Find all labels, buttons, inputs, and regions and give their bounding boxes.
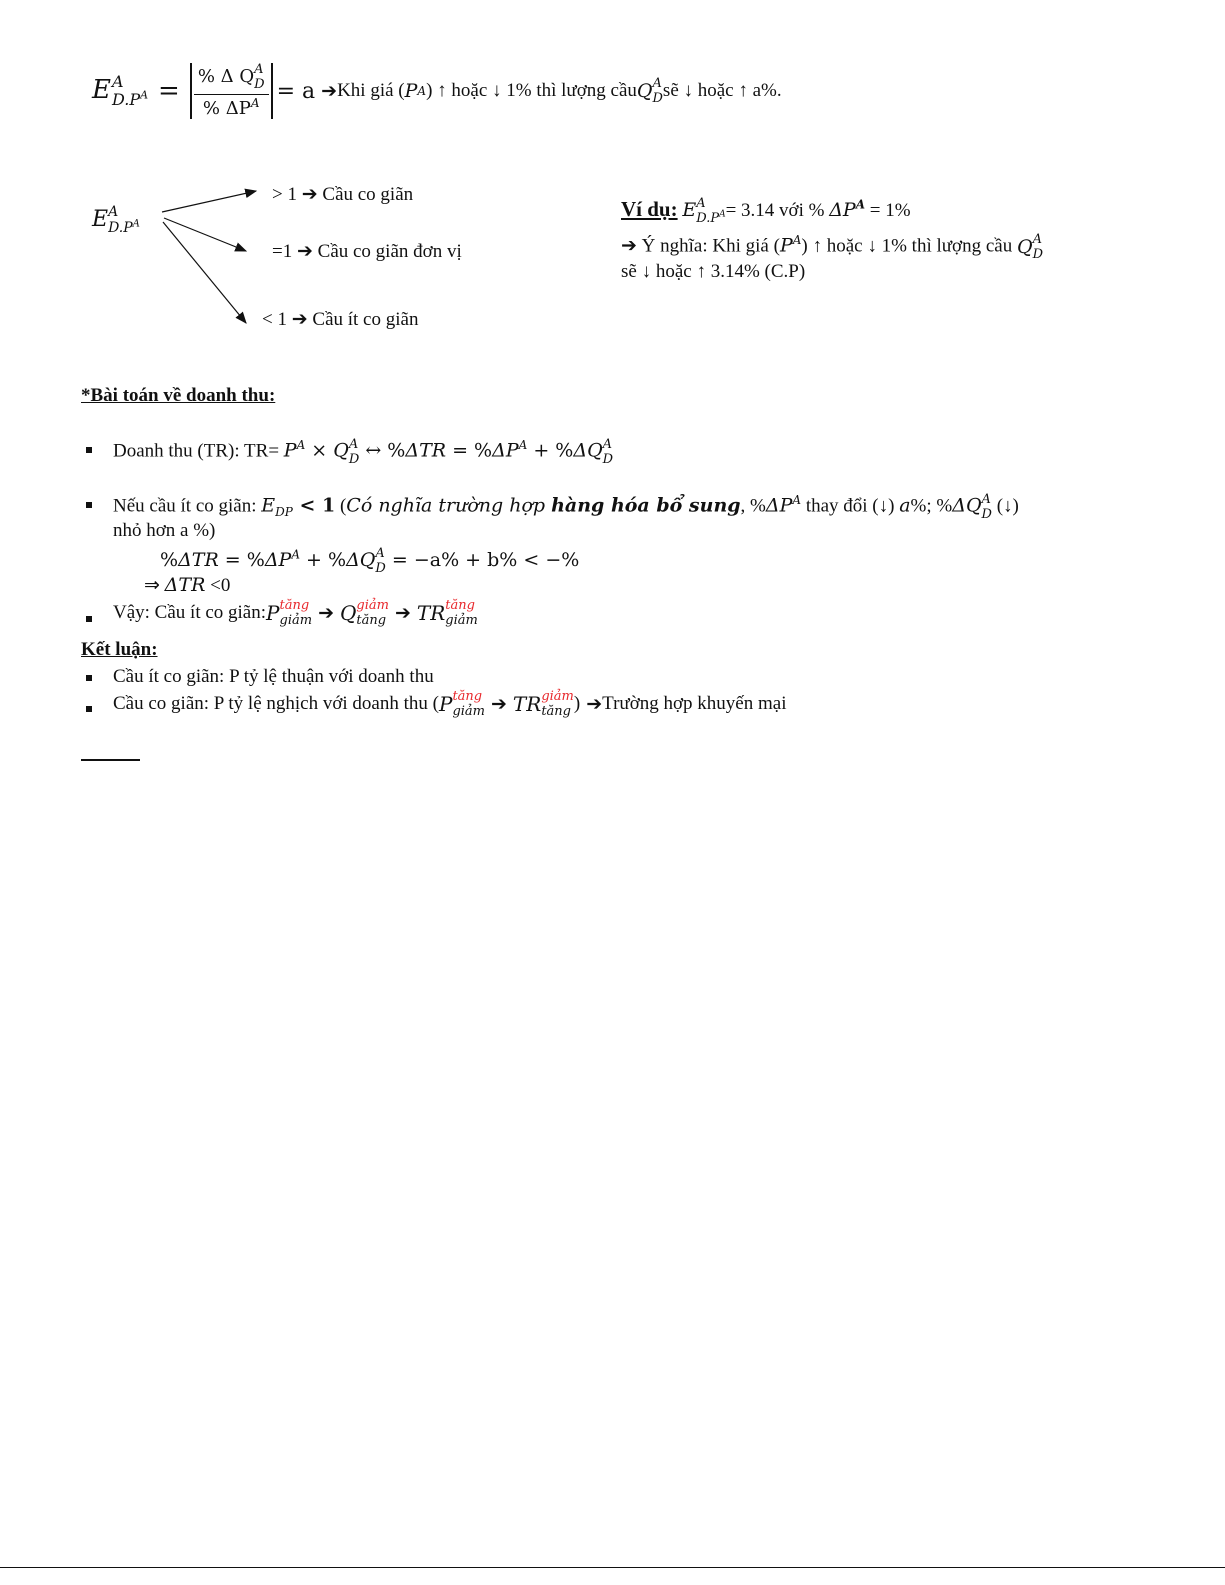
tree-arrow-2 [164,218,246,251]
tree-branch-2: =1 ➔ Cầu co giãn đơn vị [272,241,462,262]
arrow-icon: ➔ [394,602,411,624]
example-line-2: ➔ Ý nghĩa: Khi giá $(P^A)$ ↑ hoặc ↓ 1% thì lượng cầu Q A D [621,232,1043,262]
arrow-icon: ➔ [301,184,318,205]
conclusion-item-1: Cầu ít co giãn: P tỷ lệ thuận với doanh thu [113,666,434,687]
bullet-icon [86,616,92,622]
arrow-icon: ➔ [296,241,313,262]
elasticity-formula: E A $D.P^A$ = % Δ Q A D % $\Delta P^A$ = a ➔ Khi giá ( P A ) ↑ hoặc ↓ 1% thì lượng cầu Q A D sẽ ↓ hoặc ↑ a%. [92,62,782,119]
formula-abs-fraction: % Δ Q A D % $\Delta P^A$ [190,63,273,119]
footnote-separator [81,759,140,761]
tree-arrow-1 [162,191,256,212]
tree-arrow-3 [163,222,246,323]
arrow-icon: ➔ [321,80,338,102]
bullet-icon [86,502,92,508]
arrow-icon: ➔ [491,693,507,715]
arrow-icon: ➔ [586,693,603,715]
revenue-bullet-2-cont: nhỏ hơn a %) [113,520,216,541]
page-bottom-rule [0,1567,1225,1568]
tree-arrows [0,0,1225,400]
example-line-3: sẽ ↓ hoặc ↑ 3.14% (C.P) [621,261,806,282]
formula-rhs: = a [276,78,316,104]
conclusion-item-2: Cầu co giãn: P tỷ lệ nghịch với doanh thu ( P tăng giảm ➔ TR giảm tăng ) ➔ Trường hợp khuyến mại [113,689,787,719]
example-title: Ví dụ: [621,197,678,221]
tree-branch-3: < 1 ➔ Cầu ít co giãn [262,309,419,330]
revenue-heading: *Bài toán về doanh thu: [81,385,276,406]
tree-branch-1: > 1 ➔ Cầu co giãn [272,184,414,205]
revenue-bullet-3: Vậy: Cầu ít co giãn: P tăng giảm ➔ Q giảm tăng ➔ TR tăng giảm [113,598,478,628]
formula-equals: = [158,76,180,106]
revenue-calc-1: $\%\Delta TR = \%\Delta P^A + \%\Delta Q$ A D = −a% + b% < −% [160,546,580,576]
tree-root: E A $D.P^A$ [92,204,140,236]
example-line-1: Ví dụ: E A $D.P^A$ = 3.14 với % $\Delta P^A = 1\%$ [621,196,911,226]
bullet-icon [86,675,92,681]
revenue-bullet-1: Doanh thu (TR): $TR= P^A \times Q$ A D ↔ $\%\Delta TR = \%\Delta P^A + \%\Delta Q$ A D [113,437,614,467]
formula-text: Khi giá ( [337,80,405,101]
bullet-icon [86,447,92,453]
conclusion-heading: Kết luận: [81,639,158,660]
arrow-icon: ➔ [291,309,308,330]
arrow-icon: ➔ [621,235,637,257]
revenue-bullet-2: Nếu cầu ít co giãn: $E_{DP} < 1$ (Có nghĩa trường hợp hàng hóa bổ sung, $\%\Delta P^A$ thay đổi (↓) a%; %ΔQ A D (↓) [113,492,1019,522]
formula-lhs: E A $D.P^A$ [92,72,149,109]
bullet-icon [86,706,92,712]
revenue-calc-2: ⇒ ΔTR <0 [144,574,231,596]
arrow-icon: ➔ [318,602,334,624]
